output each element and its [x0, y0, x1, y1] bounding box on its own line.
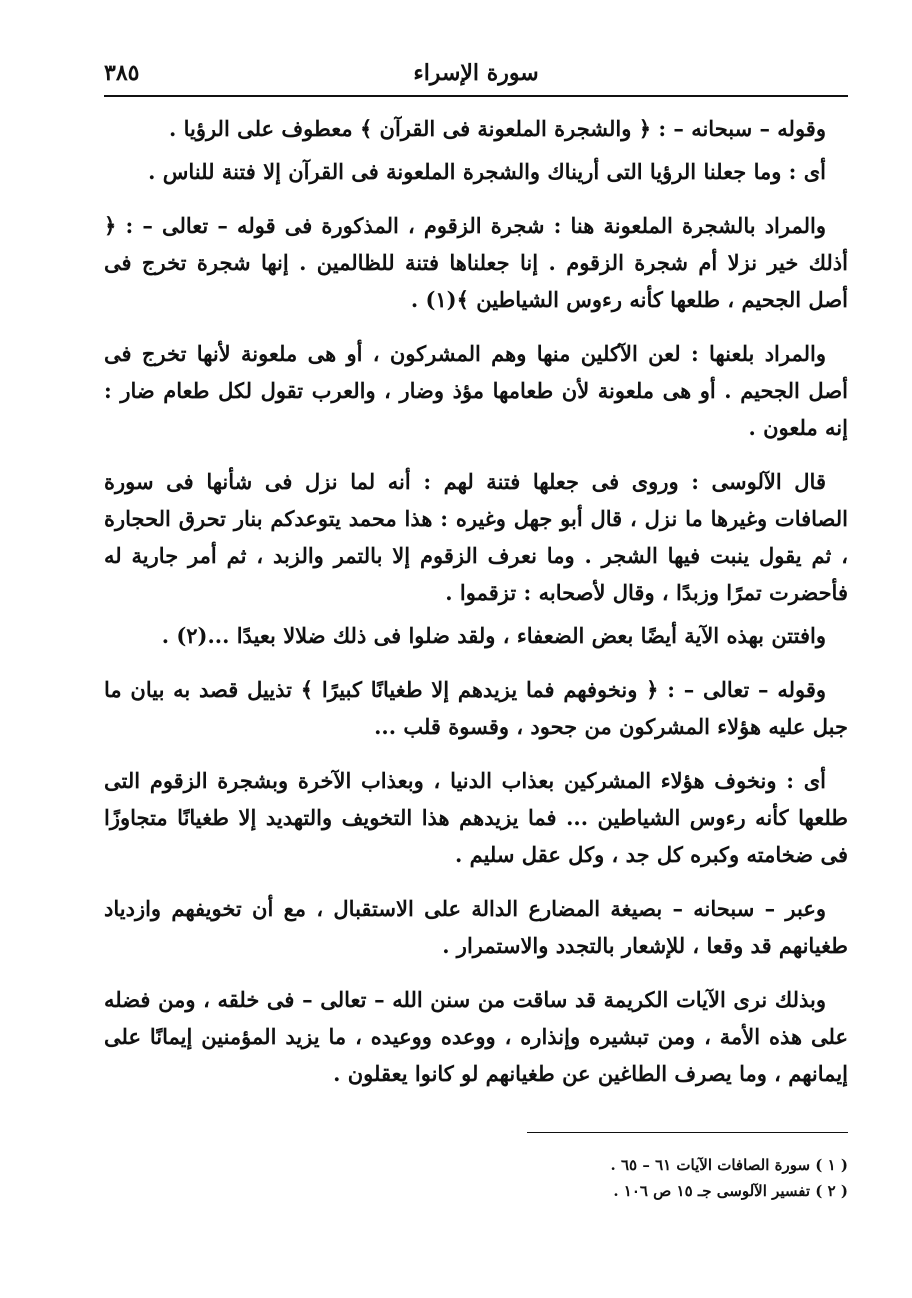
paragraph: أى : ونخوف هؤلاء المشركين بعذاب الدنيا ، وبعذاب الآخرة وبشجرة الزقوم التى طلعها كأنه رءوس الشياطين ... فما يزيدهم هذا التخويف والتهديد إلا طغيانًا متجاوزًا فى ضخامته وكبره كل جد ، وكل عقل سليم .	[104, 768, 848, 867]
paragraph: أى : وما جعلنا الرؤيا التى أريناك والشجرة الملعونة فى القرآن إلا فتنة للناس .	[148, 159, 826, 184]
paragraph: وافتتن بهذه الآية أيضًا بعض الضعفاء ، ولقد ضلوا فى ذلك ضلالا بعيدًا ...(٢) .	[161, 623, 826, 648]
paragraph: والمراد بلعنها : لعن الآكلين منها وهم المشركون ، أو هى ملعونة لأنها تخرج فى أصل الجحيم . أو هى ملعونة لأن طعامها مؤذ وضار ، والعرب تقول لكل طعام ضار : إنه ملعون .	[104, 341, 848, 440]
paragraph: والمراد بالشجرة الملعونة هنا : شجرة الزقوم ، المذكورة فى قوله – تعالى – : ﴿ أذلك خير نزلا أم شجرة الزقوم . إنا جعلناها فتنة للظالمين . إنها شجرة تخرج فى أصل الجحيم ، طلعها كأنه رءوس الشياطين ﴾(١) .	[104, 213, 848, 312]
paragraph: وقوله – سبحانه – : ﴿ والشجرة الملعونة فى القرآن ﴾ معطوف على الرؤيا .	[168, 116, 826, 141]
paragraph: وقوله – تعالى – : ﴿ ونخوفهم فما يزيدهم إلا طغيانًا كبيرًا ﴾ تذييل قصد به بيان ما جبل عليه هؤلاء المشركون من جحود ، وقسوة قلب ...	[104, 677, 848, 739]
page-body	[104, 110, 848, 1109]
header-divider	[104, 95, 848, 97]
surah-title: سورة الإسراء	[413, 60, 539, 86]
footnote: ( ٢ ) تفسير الآلوسى جـ ١٥ ص ١٠٦ .	[613, 1182, 848, 1200]
paragraph: وبذلك نرى الآيات الكريمة قد ساقت من سنن الله – تعالى – فى خلقه ، ومن فضله على هذه الأمة ، ومن تبشيره وإنذاره ، ووعده ووعيده ، ما يزيد المؤمنين إيمانًا على إيمانهم ، وما يصرف الطاغين عن طغيانهم لو كانوا يعقلون .	[104, 987, 848, 1086]
paragraph: وعبر – سبحانه – بصيغة المضارع الدالة على الاستقبال ، مع أن تخويفهم وازدياد طغيانهم قد وقعا ، للإشعار بالتجدد والاستمرار .	[104, 896, 848, 958]
page-number: ٣٨٥	[104, 60, 140, 86]
page-header	[104, 58, 848, 94]
footnotes	[104, 1152, 848, 1204]
footnote-divider	[527, 1132, 848, 1133]
paragraph: قال الآلوسى : وروى فى جعلها فتنة لهم : أنه لما نزل فى شأنها فى سورة الصافات وغيرها ما نزل ، قال أبو جهل وغيره : هذا محمد يتوعدكم بنار تحرق الحجارة ، ثم يقول ينبت فيها الشجر . وما نعرف الزقوم إلا بالتمر والزبد ، ثم أمر جارية له فأحضرت تمرًا وزبدًا ، وقال لأصحابه : تزقموا .	[104, 469, 848, 605]
footnote: ( ١ ) سورة الصافات الآيات ٦١ – ٦٥ .	[610, 1156, 848, 1174]
